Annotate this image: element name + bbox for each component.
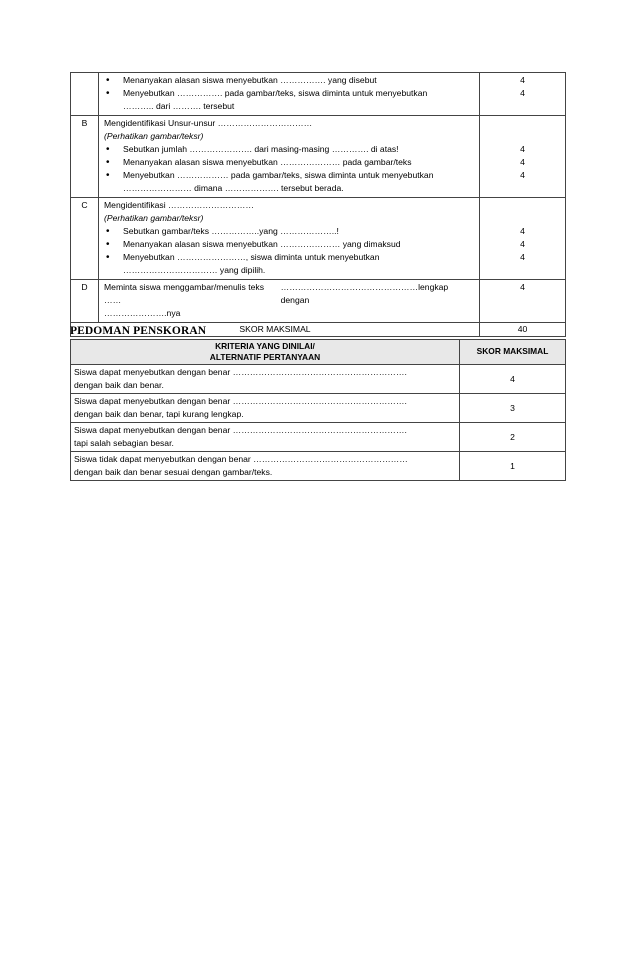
row-heading: Mengidentifikasi Unsur-unsur …………………………… — [104, 118, 313, 128]
list-item: • Menanyakan alasan siswa menyebutkan ……………. yang disebut — [104, 74, 476, 87]
list-item: • Menanyakan alasan siswa menyebutkan ………………… pada gambar/teks — [104, 156, 476, 169]
score-value: 4 — [520, 88, 525, 98]
score-value: 4 — [520, 252, 525, 262]
score-header: SKOR MAKSIMAL — [460, 340, 566, 365]
score-cell: 2 — [460, 423, 566, 452]
criteria-cell: Siswa tidak dapat menyebutkan dengan benar ……………………………………………… dengan baik dan benar sesuai dengan gambar/teks. — [71, 452, 460, 481]
score-value: 4 — [520, 75, 525, 85]
row-note: (Perhatikan gambar/teksr) — [104, 213, 204, 223]
row-code: D — [71, 280, 99, 323]
list-item: • Menyebutkan ……………………, siswa diminta untuk menyebutkan …………………………… yang dipilih. — [104, 251, 476, 277]
row-code: C — [71, 198, 99, 280]
list-item: • Sebutkan gambar/teks ……………..yang ………………..! — [104, 225, 476, 238]
total-label: SKOR MAKSIMAL — [71, 323, 480, 337]
total-value: 40 — [480, 323, 566, 337]
row-text-continuation: ………………….nya — [104, 308, 181, 318]
section-title: PEDOMAN PENSKORAN — [70, 325, 207, 337]
row-body — [99, 198, 480, 280]
assessment-table — [70, 72, 566, 337]
score-value: 4 — [520, 144, 525, 154]
score-value: 4 — [520, 239, 525, 249]
table-header-row — [71, 340, 566, 365]
list-item-continuation: ……….. dari ………. tersebut — [123, 101, 235, 111]
score-cell: 4 — [460, 365, 566, 394]
criteria-header: KRITERIA YANG DINILAI/ ALTERNATIF PERTANYAAN — [71, 340, 460, 365]
list-item: • Menanyakan alasan siswa menyebutkan ………………… yang dimaksud — [104, 238, 476, 251]
criteria-cell: Siswa dapat menyebutkan dengan benar ……………………………………………………. dengan baik dan benar. — [71, 365, 460, 394]
criteria-cell: Siswa dapat menyebutkan dengan benar ……………………………………………………. dengan baik dan benar, tapi kurang lengkap. — [71, 394, 460, 423]
table-row — [71, 365, 566, 394]
bullet-list — [104, 225, 476, 277]
list-item: • Sebutkan jumlah …………………. dari masing-masing …………. di atas! — [104, 143, 476, 156]
score-value: 4 — [520, 226, 525, 236]
row-note: (Perhatikan gambar/teksr) — [104, 131, 204, 141]
scoring-guide-table — [70, 339, 566, 481]
table-row — [71, 394, 566, 423]
table-row — [71, 116, 566, 198]
row-scores — [480, 73, 566, 116]
table-row — [71, 198, 566, 280]
row-scores — [480, 198, 566, 280]
score-cell: 3 — [460, 394, 566, 423]
bullet-list — [104, 74, 476, 113]
score-value: 4 — [520, 282, 525, 292]
score-value: 4 — [520, 170, 525, 180]
row-body — [99, 116, 480, 198]
table-row — [71, 73, 566, 116]
table-row — [71, 280, 566, 323]
score-cell: 1 — [460, 452, 566, 481]
row-code: B — [71, 116, 99, 198]
bullet-list — [104, 143, 476, 195]
row-body — [99, 280, 480, 323]
table-row — [71, 423, 566, 452]
row-scores — [480, 280, 566, 323]
score-value: 4 — [520, 157, 525, 167]
list-item: • Menyebutkan ……………… pada gambar/teks, siswa diminta untuk menyebutkan …………………… dimana ………………. tersebut berada. — [104, 169, 476, 195]
row-heading: Mengidentifikasi ………………………… — [104, 200, 254, 210]
row-code-empty — [71, 73, 99, 116]
list-item-continuation: …………………… dimana ………………. tersebut berada. — [123, 183, 344, 193]
row-body — [99, 73, 480, 116]
list-item: • Menyebutkan ……………. pada gambar/teks, siswa diminta untuk menyebutkan ……….. dari ………. tersebut — [104, 87, 476, 113]
row-text-line: Meminta siswa menggambar/menulis teks …… …………………………………………lengkap dengan — [104, 282, 449, 305]
list-item-continuation: …………………………… yang dipilih. — [123, 265, 266, 275]
row-scores — [480, 116, 566, 198]
criteria-cell: Siswa dapat menyebutkan dengan benar ……………………………………………………. tapi salah sebagian besar. — [71, 423, 460, 452]
table-row — [71, 452, 566, 481]
